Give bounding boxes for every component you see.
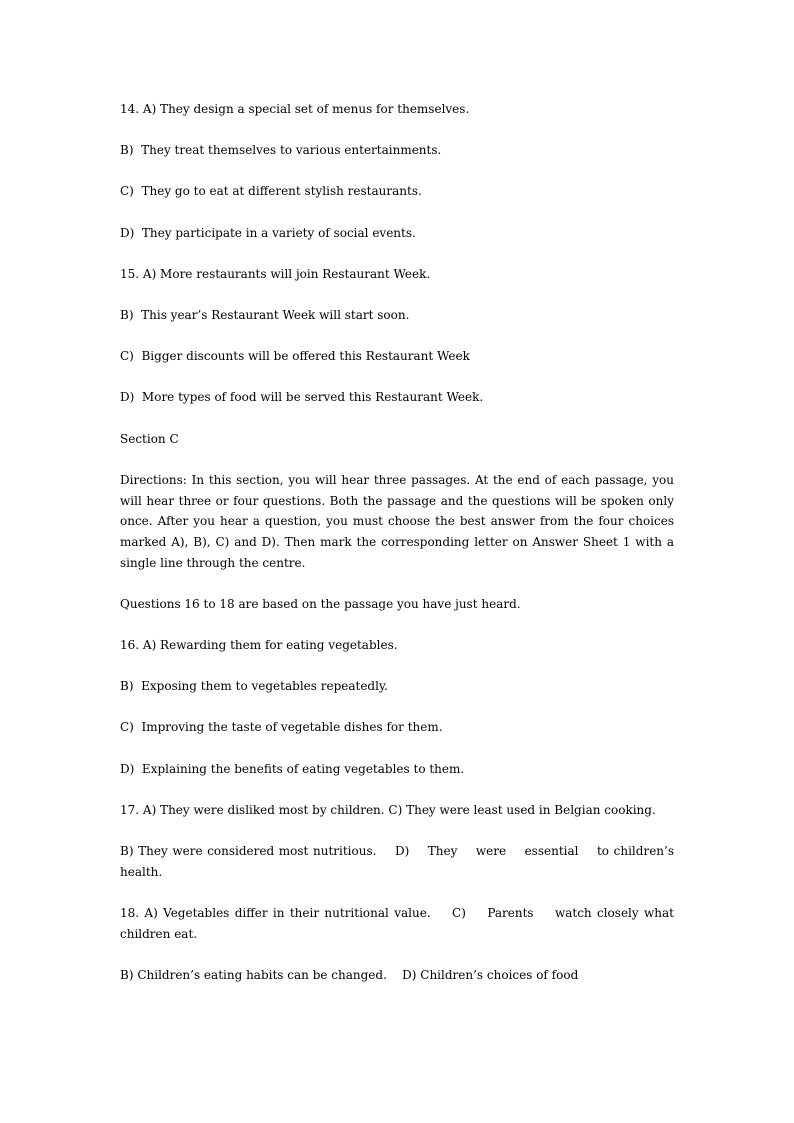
q17-options-a-c: 17. A) They were disliked most by children. C) They were least used in Belgian cooking. xyxy=(120,802,656,817)
page-content xyxy=(120,99,678,1006)
q15-option-c: C) Bigger discounts will be offered this Restaurant Week xyxy=(120,349,470,364)
q14-option-a: 14. A) They design a special set of menus for themselves. xyxy=(120,102,470,116)
questions-intro: Questions 16 to 18 are based on the passage you have just heard. xyxy=(120,596,521,611)
q14-option-d: D) They participate in a variety of social events. xyxy=(120,225,416,240)
q15-option-a: 15. A) More restaurants will join Restaurant Week. xyxy=(120,266,431,281)
q16-option-d: D) Explaining the benefits of eating vegetables to them. xyxy=(120,761,465,776)
section-c-heading: Section C xyxy=(120,431,179,446)
q15-option-b: B) This year’s Restaurant Week will start soon. xyxy=(120,308,410,323)
q16-option-c: C) Improving the taste of vegetable dishes for them. xyxy=(120,720,443,735)
section-c-directions: Directions: In this section, you will hear three passages. At the end of each passage, you will hear three or four questions. Both the passage and the questions will be spoken only once. After you hear a question, you must choose the best answer from the four choices marked A), B), C) and D). Then mark the corresponding letter on Answer Sheet 1 with a single line through the centre. xyxy=(120,472,678,570)
q17-options-b-d: B) They were considered most nutritious. D) They were essential to children’s health. xyxy=(120,844,678,879)
q18-options-a-c: 18. A) Vegetables differ in their nutritional value. C) Parents watch closely what children eat. xyxy=(120,905,678,941)
q14-option-b: B) They treat themselves to various entertainments. xyxy=(120,143,442,158)
q18-options-b-d: B) Children’s eating habits can be changed. D) Children’s choices of food xyxy=(120,967,579,982)
q16-option-b: B) Exposing them to vegetables repeatedly. xyxy=(120,679,388,694)
q15-option-d: D) More types of food will be served this Restaurant Week. xyxy=(120,390,484,405)
q14-option-c: C) They go to eat at different stylish restaurants. xyxy=(120,184,422,199)
q16-option-a: 16. A) Rewarding them for eating vegetables. xyxy=(120,638,398,653)
